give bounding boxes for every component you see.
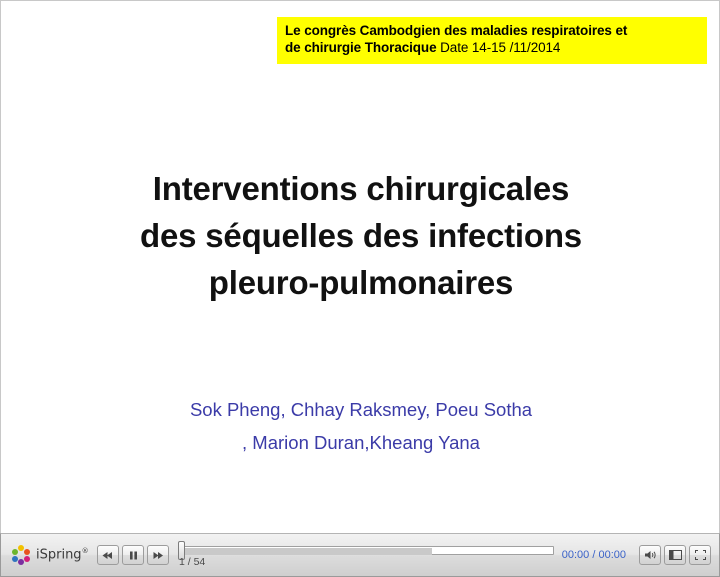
progress-track[interactable] (178, 546, 554, 555)
rewind-button[interactable] (97, 545, 119, 565)
slide-counter: 1 / 54 (179, 556, 206, 568)
banner-line-2-date-text: Date 14-15 /11/2014 (436, 39, 561, 55)
pause-icon (129, 551, 138, 560)
time-total: 00:00 (598, 549, 626, 561)
fullscreen-button[interactable] (689, 545, 711, 565)
ispring-brand-name: iSpring (36, 547, 82, 563)
congress-banner (277, 17, 707, 64)
ispring-brand-label (36, 547, 89, 562)
time-separator: / (589, 549, 599, 561)
playback-controls (97, 545, 172, 565)
progress-area[interactable] (178, 540, 554, 570)
sidebar-icon (669, 550, 682, 560)
time-elapsed: 00:00 (561, 549, 590, 561)
time-display (562, 549, 626, 561)
authors-line-2: , Marion Duran,Kheang Yana (242, 432, 480, 454)
volume-icon (644, 550, 657, 560)
banner-line-1-text: Le congrès Cambodgien des maladies respiratoires et (285, 23, 628, 38)
fullscreen-icon (695, 550, 706, 560)
slide-title-line-1: Interventions chirurgicales (152, 170, 570, 207)
banner-line-2-bold-text: de chirurgie Thoracique (285, 39, 437, 55)
progress-fill (180, 548, 432, 555)
rewind-icon (102, 551, 114, 560)
authors-line-1: Sok Pheng, Chhay Raksmey, Poeu Sotha (189, 399, 533, 420)
slide-title (61, 166, 661, 307)
slide-title-line-2: des séquelles des infections (140, 216, 582, 254)
player-toolbar (0, 533, 720, 577)
forward-icon (152, 551, 164, 560)
slide-authors (81, 393, 641, 460)
volume-button[interactable] (639, 545, 661, 565)
banner-line-2 (285, 40, 699, 57)
forward-button[interactable] (147, 545, 169, 565)
sidebar-toggle-button[interactable] (664, 545, 686, 565)
ispring-logo-icon (11, 545, 31, 565)
ispring-brand-trademark: ® (81, 547, 89, 556)
pause-button[interactable] (122, 545, 144, 565)
slide-title-line-3: pleuro-pulmonaires (208, 263, 514, 301)
ispring-brand (11, 545, 97, 565)
player-right-controls (636, 545, 711, 565)
banner-line-1 (285, 23, 699, 40)
